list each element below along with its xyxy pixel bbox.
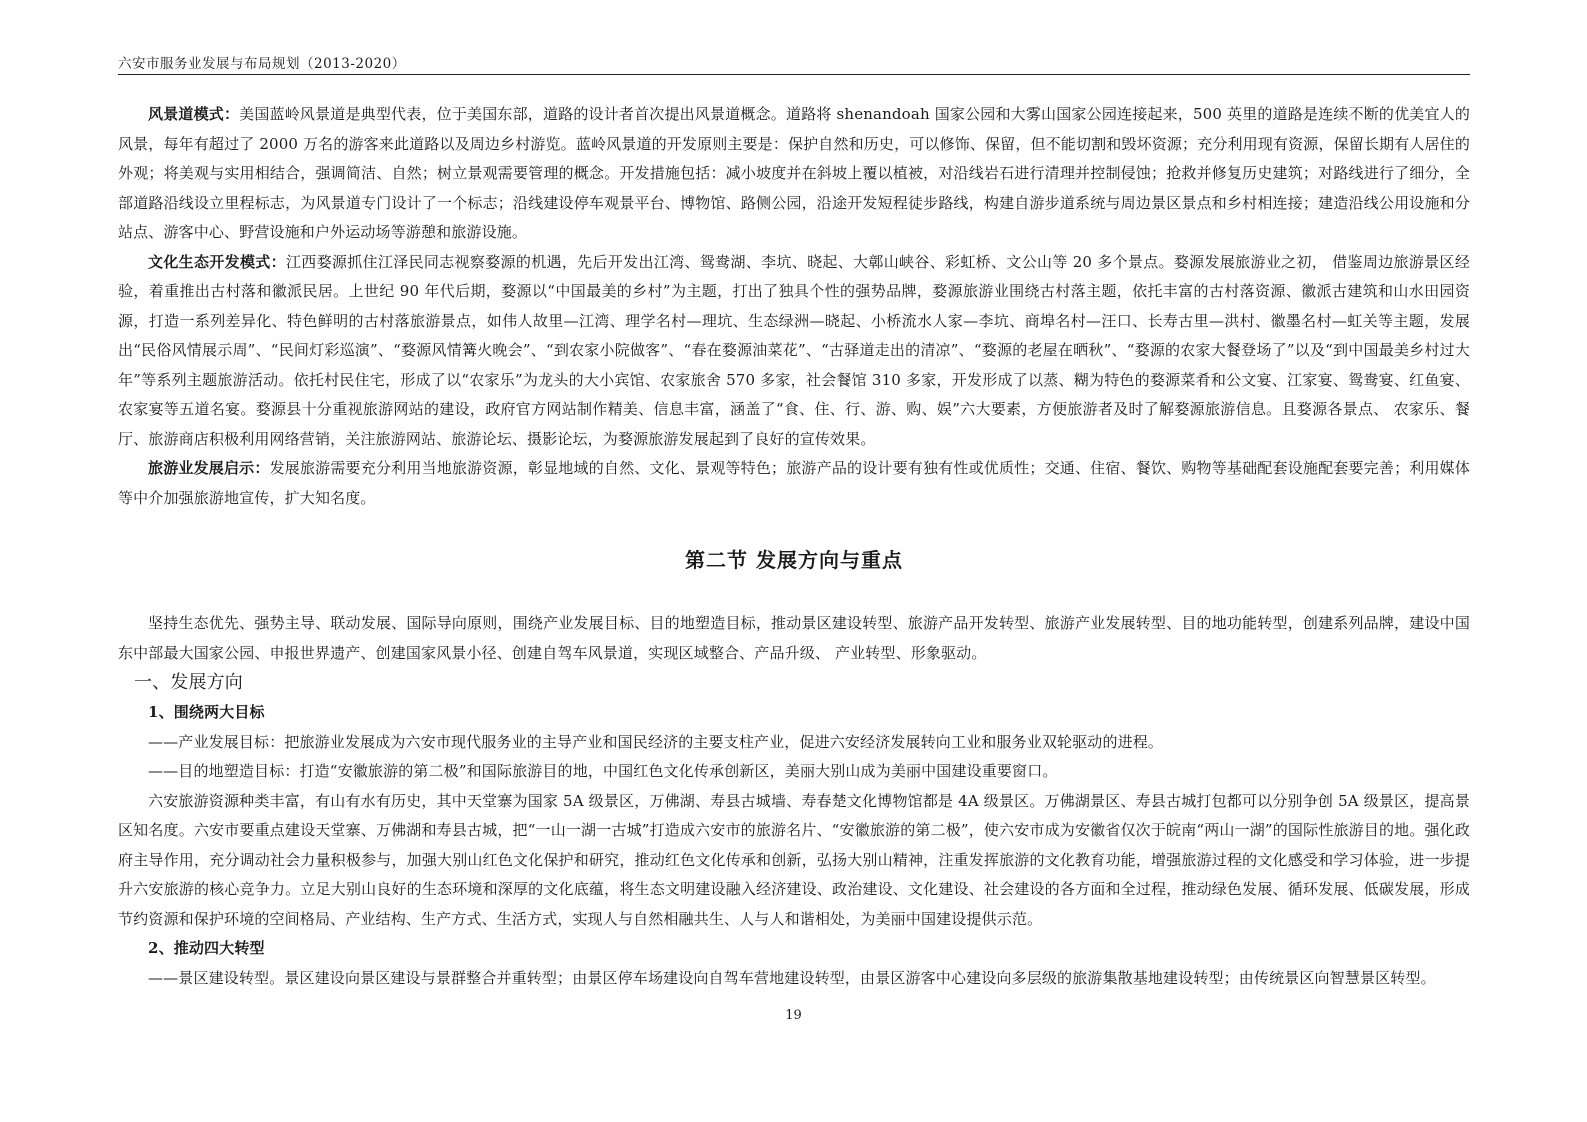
paragraph-label: 文化生态开发模式：	[148, 252, 286, 271]
paragraph-text: 江西婺源抓住江泽民同志视察婺源的机遇，先后开发出江湾、鸳鸯湖、李坑、晓起、大鄣山峡谷、彩虹桥、文公山等 20 多个景点。婺源发展旅游业之初， 借鉴周边旅游景区经验，着重推出古村落和徽派民居。上世纪 90 年代后期，婺源以“中国最美的乡村”为主题，打出了独具个性的强势品牌，婺源旅游业围绕古村落主题，依托丰富的古村落资源、徽派古建筑和山水田园资源，打造一系列差异化、特色鲜明的古村落旅游景点，如伟人故里—江湾、理学名村—理坑、生态绿洲—晓起、小桥流水人家—李坑、商埠名村—汪口、长寿古里—洪村、徽墨名村—虹关等主题，发展出“民俗风情展示周”、“民间灯彩巡演”、“婺源风情篝火晚会”、“到农家小院做客”、“春在婺源油菜花”、“古驿道走出的清凉”、“婺源的老屋在晒秋”、“婺源的农家大餐登场了”以及“到中国最美乡村过大年”等系列主题旅游活动。依托村民住宅，形成了以“农家乐”为龙头的大小宾馆、农家旅舍 570 多家，社会餐馆 310 多家，开发形成了以蒸、糊为特色的婺源菜肴和公文宴、江家宴、鸳鸯宴、红鱼宴、农家宴等五道名宴。婺源县十分重视旅游网站的建设，政府官方网站制作精美、信息丰富，涵盖了“食、住、行、游、购、娱”六大要素，方便旅游者及时了解婺源旅游信息。且婺源各景点、 农家乐、餐厅、旅游商店积极利用网络营销，关注旅游网站、旅游论坛、摄影论坛，为婺源旅游发展起到了良好的宣传效果。	[118, 252, 1470, 448]
subheading-four-transformations: 2、推动四大转型	[148, 939, 265, 957]
paragraph-label: 旅游业发展启示：	[148, 459, 270, 477]
page-number: 19	[785, 1008, 802, 1023]
section-title: 第二节 发展方向与重点	[685, 548, 903, 572]
running-header: 六安市服务业发展与布局规划（2013-2020）	[118, 56, 406, 72]
header-divider	[118, 74, 1470, 75]
heading-development-direction: 一、发展方向	[134, 672, 243, 693]
paragraph-tourism-insight	[118, 454, 1470, 513]
dash-item: ——景区建设转型。景区建设向景区建设与景群整合并重转型；由景区停车场建设向自驾车营地建设转型，由景区游客中心建设向多层级的旅游集散基地建设转型；由传统景区向智慧景区转型。	[148, 968, 1436, 987]
intro-paragraph: 坚持生态优先、强势主导、联动发展、国际导向原则，围绕产业发展目标、目的地塑造目标，推动景区建设转型、旅游产品开发转型、旅游产业发展转型、目的地功能转型，创建系列品牌，建设中国东中部最大国家公园、申报世界遗产、创建国家风景小径、创建自驾车风景道，实现区域整合、产品升级、 产业转型、形象驱动。	[118, 614, 1470, 662]
paragraph-label: 风景道模式：	[148, 105, 240, 123]
paragraph-cultural-ecology	[118, 248, 1470, 455]
paragraph-scenic-byway	[118, 100, 1470, 248]
paragraph-text: 美国蓝岭风景道是典型代表，位于美国东部，道路的设计者首次提出风景道概念。道路将 shenandoah 国家公园和大雾山国家公园连接起来，500 英里的道路是连续不断的优美宜人的风景，每年有超过了 2000 万名的游客来此道路以及周边乡村游览。蓝岭风景道的开发原则主要是：保护自然和历史，可以修饰、保留，但不能切割和毁坏资源；充分利用现有资源，保留长期有人居住的外观；将美观与实用相结合，强调简洁、自然；树立景观需要管理的概念。开发措施包括：减小坡度并在斜坡上覆以植被，对沿线岩石进行清理并控制侵蚀；抢救并修复历史建筑；对路线进行了细分，全部道路沿线设立里程标志，为风景道专门设计了一个标志；沿线建设停车观景平台、博物馆、路侧公园，沿途开发短程徒步路线，构建自游步道系统与周边景区景点和乡村相连接；建造沿线公用设施和分站点、游客中心、野营设施和户外运动场等游憩和旅游设施。	[118, 105, 1470, 241]
page-body	[118, 100, 1470, 993]
dash-item: ——产业发展目标：把旅游业发展成为六安市现代服务业的主导产业和国民经济的主要支柱产业，促进六安经济发展转向工业和服务业双轮驱动的进程。	[148, 732, 1164, 751]
paragraph-text: 发展旅游需要充分利用当地旅游资源，彰显地域的自然、文化、景观等特色；旅游产品的设计要有独有性或优质性；交通、住宿、餐饮、购物等基础配套设施配套要完善；利用媒体等中介加强旅游地宣传，扩大知名度。	[118, 459, 1471, 507]
dash-item: ——目的地塑造目标：打造“安徽旅游的第二极”和国际旅游目的地，中国红色文化传承创新区，美丽大别山成为美丽中国建设重要窗口。	[148, 762, 1058, 780]
goals-paragraph: 六安旅游资源种类丰富，有山有水有历史，其中天堂寨为国家 5A 级景区，万佛湖、寿县古城墙、寿春楚文化博物馆都是 4A 级景区。万佛湖景区、寿县古城打包都可以分别争创 5A 级景区，提高景区知名度。六安市要重点建设天堂寨、万佛湖和寿县古城，把“一山一湖一古城”打造成六安市的旅游名片、“安徽旅游的第二极”，使六安市成为安徽省仅次于皖南“两山一湖”的国际性旅游目的地。强化政府主导作用，充分调动社会力量积极参与，加强大别山红色文化保护和研究，推动红色文化传承和创新，弘扬大别山精神，注重发挥旅游的文化教育功能，增强旅游过程的文化感受和学习体验，进一步提升六安旅游的核心竞争力。立足大别山良好的生态环境和深厚的文化底蕴，将生态文明建设融入经济建设、政治建设、文化建设、社会建设的各方面和全过程，推动绿色发展、循环发展、低碳发展，形成节约资源和保护环境的空间格局、产业结构、生产方式、生活方式，实现人与自然相融共生、人与人和谐相处，为美丽中国建设提供示范。	[118, 791, 1470, 928]
subheading-two-goals: 1、围绕两大目标	[148, 703, 265, 721]
